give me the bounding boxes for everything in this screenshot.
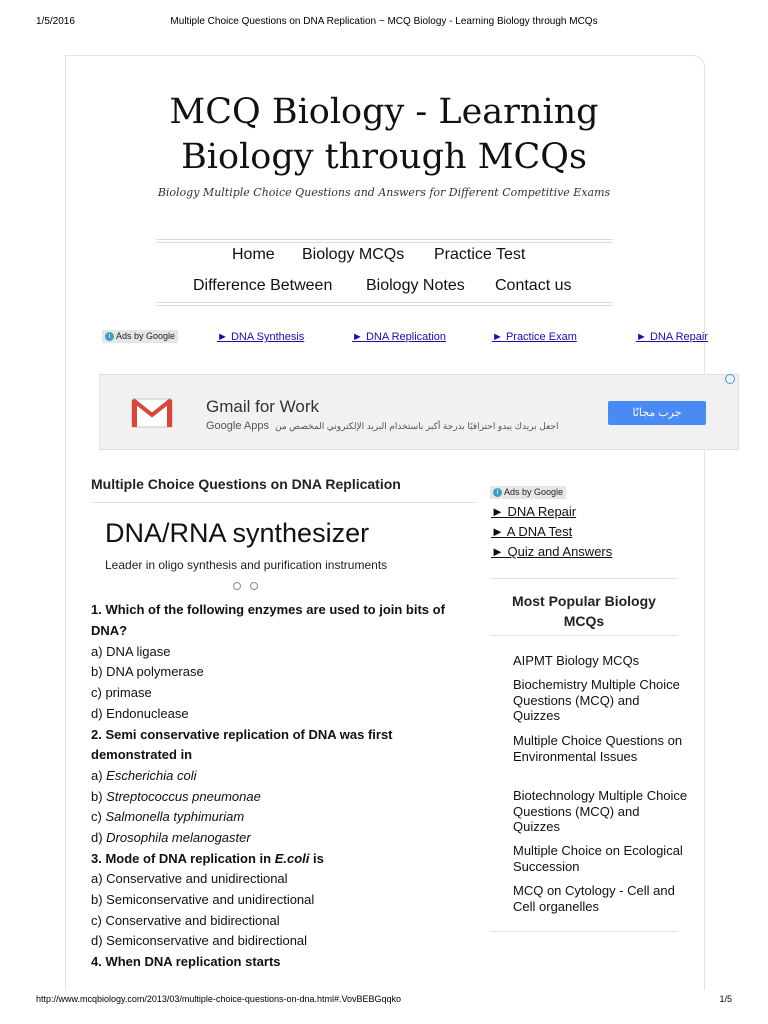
print-date: 1/5/2016 — [36, 16, 75, 27]
nav-biology-notes[interactable]: Biology Notes — [366, 277, 465, 294]
option: a) Conservative and unidirectional — [91, 871, 288, 886]
option: b) Semiconservative and unidirectional — [91, 892, 315, 907]
option-prefix: c) — [91, 809, 106, 824]
ad-link-dna-replication[interactable]: ► DNA Replication — [352, 331, 447, 343]
banner-subtitle-en: Google Apps — [206, 420, 269, 432]
question-4: 4. When DNA replication starts — [91, 954, 281, 969]
ad-link-dna-synthesis[interactable]: ► DNA Synthesis — [217, 331, 305, 343]
popular-link-succession[interactable]: Multiple Choice on Ecological Succession — [513, 843, 683, 874]
option-species: Salmonella typhimuriam — [105, 809, 245, 824]
nav-divider — [156, 242, 613, 243]
banner-subtitle-ar: اجعل بريدك يبدو احترافيًا بدرجة أكبر باستخدام البريد الإلكتروني المخصص من — [275, 421, 559, 431]
option-species: Escherichia coli — [106, 768, 197, 783]
site-title-line1[interactable]: MCQ Biology - Learning — [169, 92, 599, 132]
banner-subtitle — [206, 420, 558, 432]
option: c) primase — [91, 685, 152, 700]
q3-suffix: is — [309, 851, 324, 866]
post-title: Multiple Choice Questions on DNA Replication — [91, 476, 401, 492]
option — [91, 768, 197, 783]
option — [91, 830, 251, 845]
option-prefix: b) — [91, 789, 107, 804]
ad-info-icon[interactable] — [725, 374, 735, 384]
print-page-title: Multiple Choice Questions on DNA Replication ~ MCQ Biology - Learning Biology through MCQs — [170, 16, 598, 27]
sidebar-ads-badge[interactable] — [490, 486, 566, 499]
popular-heading-line1: Most Popular Biology — [512, 593, 656, 609]
ads-label: Ads by Google — [116, 331, 176, 341]
nav-divider — [156, 239, 613, 240]
popular-link-cytology[interactable]: MCQ on Cytology - Cell and Cell organelles — [513, 883, 675, 914]
nav-home[interactable]: Home — [232, 246, 275, 263]
site-title[interactable] — [100, 90, 668, 180]
option-prefix: a) — [91, 768, 107, 783]
inline-ad-subtitle: Leader in oligo synthesis and purification instruments — [105, 558, 388, 572]
option — [91, 809, 244, 824]
sidebar-ad-dna-test[interactable]: ► A DNA Test — [491, 524, 573, 539]
ads-by-google-badge[interactable] — [102, 330, 178, 343]
print-page-number: 1/5 — [719, 994, 732, 1004]
option-species: Streptococcus pneumonae — [106, 789, 261, 804]
q3-species: E.coli — [274, 851, 310, 866]
option-species: Drosophila melanogaster — [106, 830, 251, 845]
option: a) DNA ligase — [91, 644, 171, 659]
post-title-divider — [91, 502, 477, 503]
nav-difference-between[interactable]: Difference Between — [193, 277, 333, 294]
sidebar-ad-dna-repair[interactable]: ► DNA Repair — [491, 504, 577, 519]
question-3 — [91, 851, 324, 866]
try-free-button[interactable]: جرب مجانًا — [608, 401, 706, 425]
nav-divider — [156, 305, 613, 306]
info-icon: i — [493, 488, 502, 497]
sidebar-divider — [490, 635, 678, 636]
question-1-cont: DNA? — [91, 623, 128, 638]
print-url: http://www.mcqbiology.com/2013/03/multiple-choice-questions-on-dna.html#.VovBEBGqqko — [36, 994, 402, 1004]
gmail-logo-icon — [130, 397, 174, 429]
print-footer — [0, 994, 768, 1008]
nav-biology-mcqs[interactable]: Biology MCQs — [302, 246, 405, 263]
carousel-dot[interactable] — [233, 582, 241, 590]
sidebar-divider — [490, 578, 678, 579]
option: d) Semiconservative and bidirectional — [91, 933, 308, 948]
popular-link-environmental[interactable]: Multiple Choice Questions on Environmental Issues — [513, 733, 683, 764]
question-2-cont: demonstrated in — [91, 747, 193, 762]
sidebar-ads-label: Ads by Google — [504, 487, 564, 497]
banner-title[interactable]: Gmail for Work — [206, 397, 320, 416]
option: b) DNA polymerase — [91, 664, 204, 679]
q3-text: 3. Mode of DNA replication in — [91, 851, 275, 866]
ad-link-practice-exam[interactable]: ► Practice Exam — [492, 331, 577, 343]
option — [91, 789, 261, 804]
inline-ad-title[interactable]: DNA/RNA synthesizer — [105, 518, 370, 548]
option: c) Conservative and bidirectional — [91, 913, 280, 928]
option: d) Endonuclease — [91, 706, 189, 721]
option-prefix: d) — [91, 830, 107, 845]
nav-contact-us[interactable]: Contact us — [495, 277, 572, 294]
info-icon: i — [105, 332, 114, 341]
sidebar-ad-quiz[interactable]: ► Quiz and Answers — [491, 544, 613, 559]
site-title-line2[interactable]: Biology through MCQs — [181, 137, 587, 177]
question-2: 2. Semi conservative replication of DNA was first — [91, 727, 393, 742]
popular-link-biotechnology[interactable]: Biotechnology Multiple Choice Questions (MCQ) and Quizzes — [513, 788, 688, 834]
nav-practice-test[interactable]: Practice Test — [434, 246, 526, 263]
ad-link-dna-repair[interactable]: ► DNA Repair — [636, 331, 709, 343]
site-description: Biology Multiple Choice Questions and Answers for Different Competitive Exams — [157, 186, 611, 199]
carousel-dot[interactable] — [250, 582, 258, 590]
question-1: 1. Which of the following enzymes are used to join bits of — [91, 602, 445, 617]
sidebar-divider — [490, 931, 678, 932]
popular-link-aipmt[interactable]: AIPMT Biology MCQs — [513, 653, 640, 668]
nav-divider — [156, 302, 613, 303]
popular-heading — [490, 591, 678, 631]
popular-link-biochemistry[interactable]: Biochemistry Multiple Choice Questions (MCQ) and Quizzes — [513, 677, 680, 723]
popular-heading-line2: MCQs — [563, 613, 605, 629]
print-header — [0, 16, 768, 30]
